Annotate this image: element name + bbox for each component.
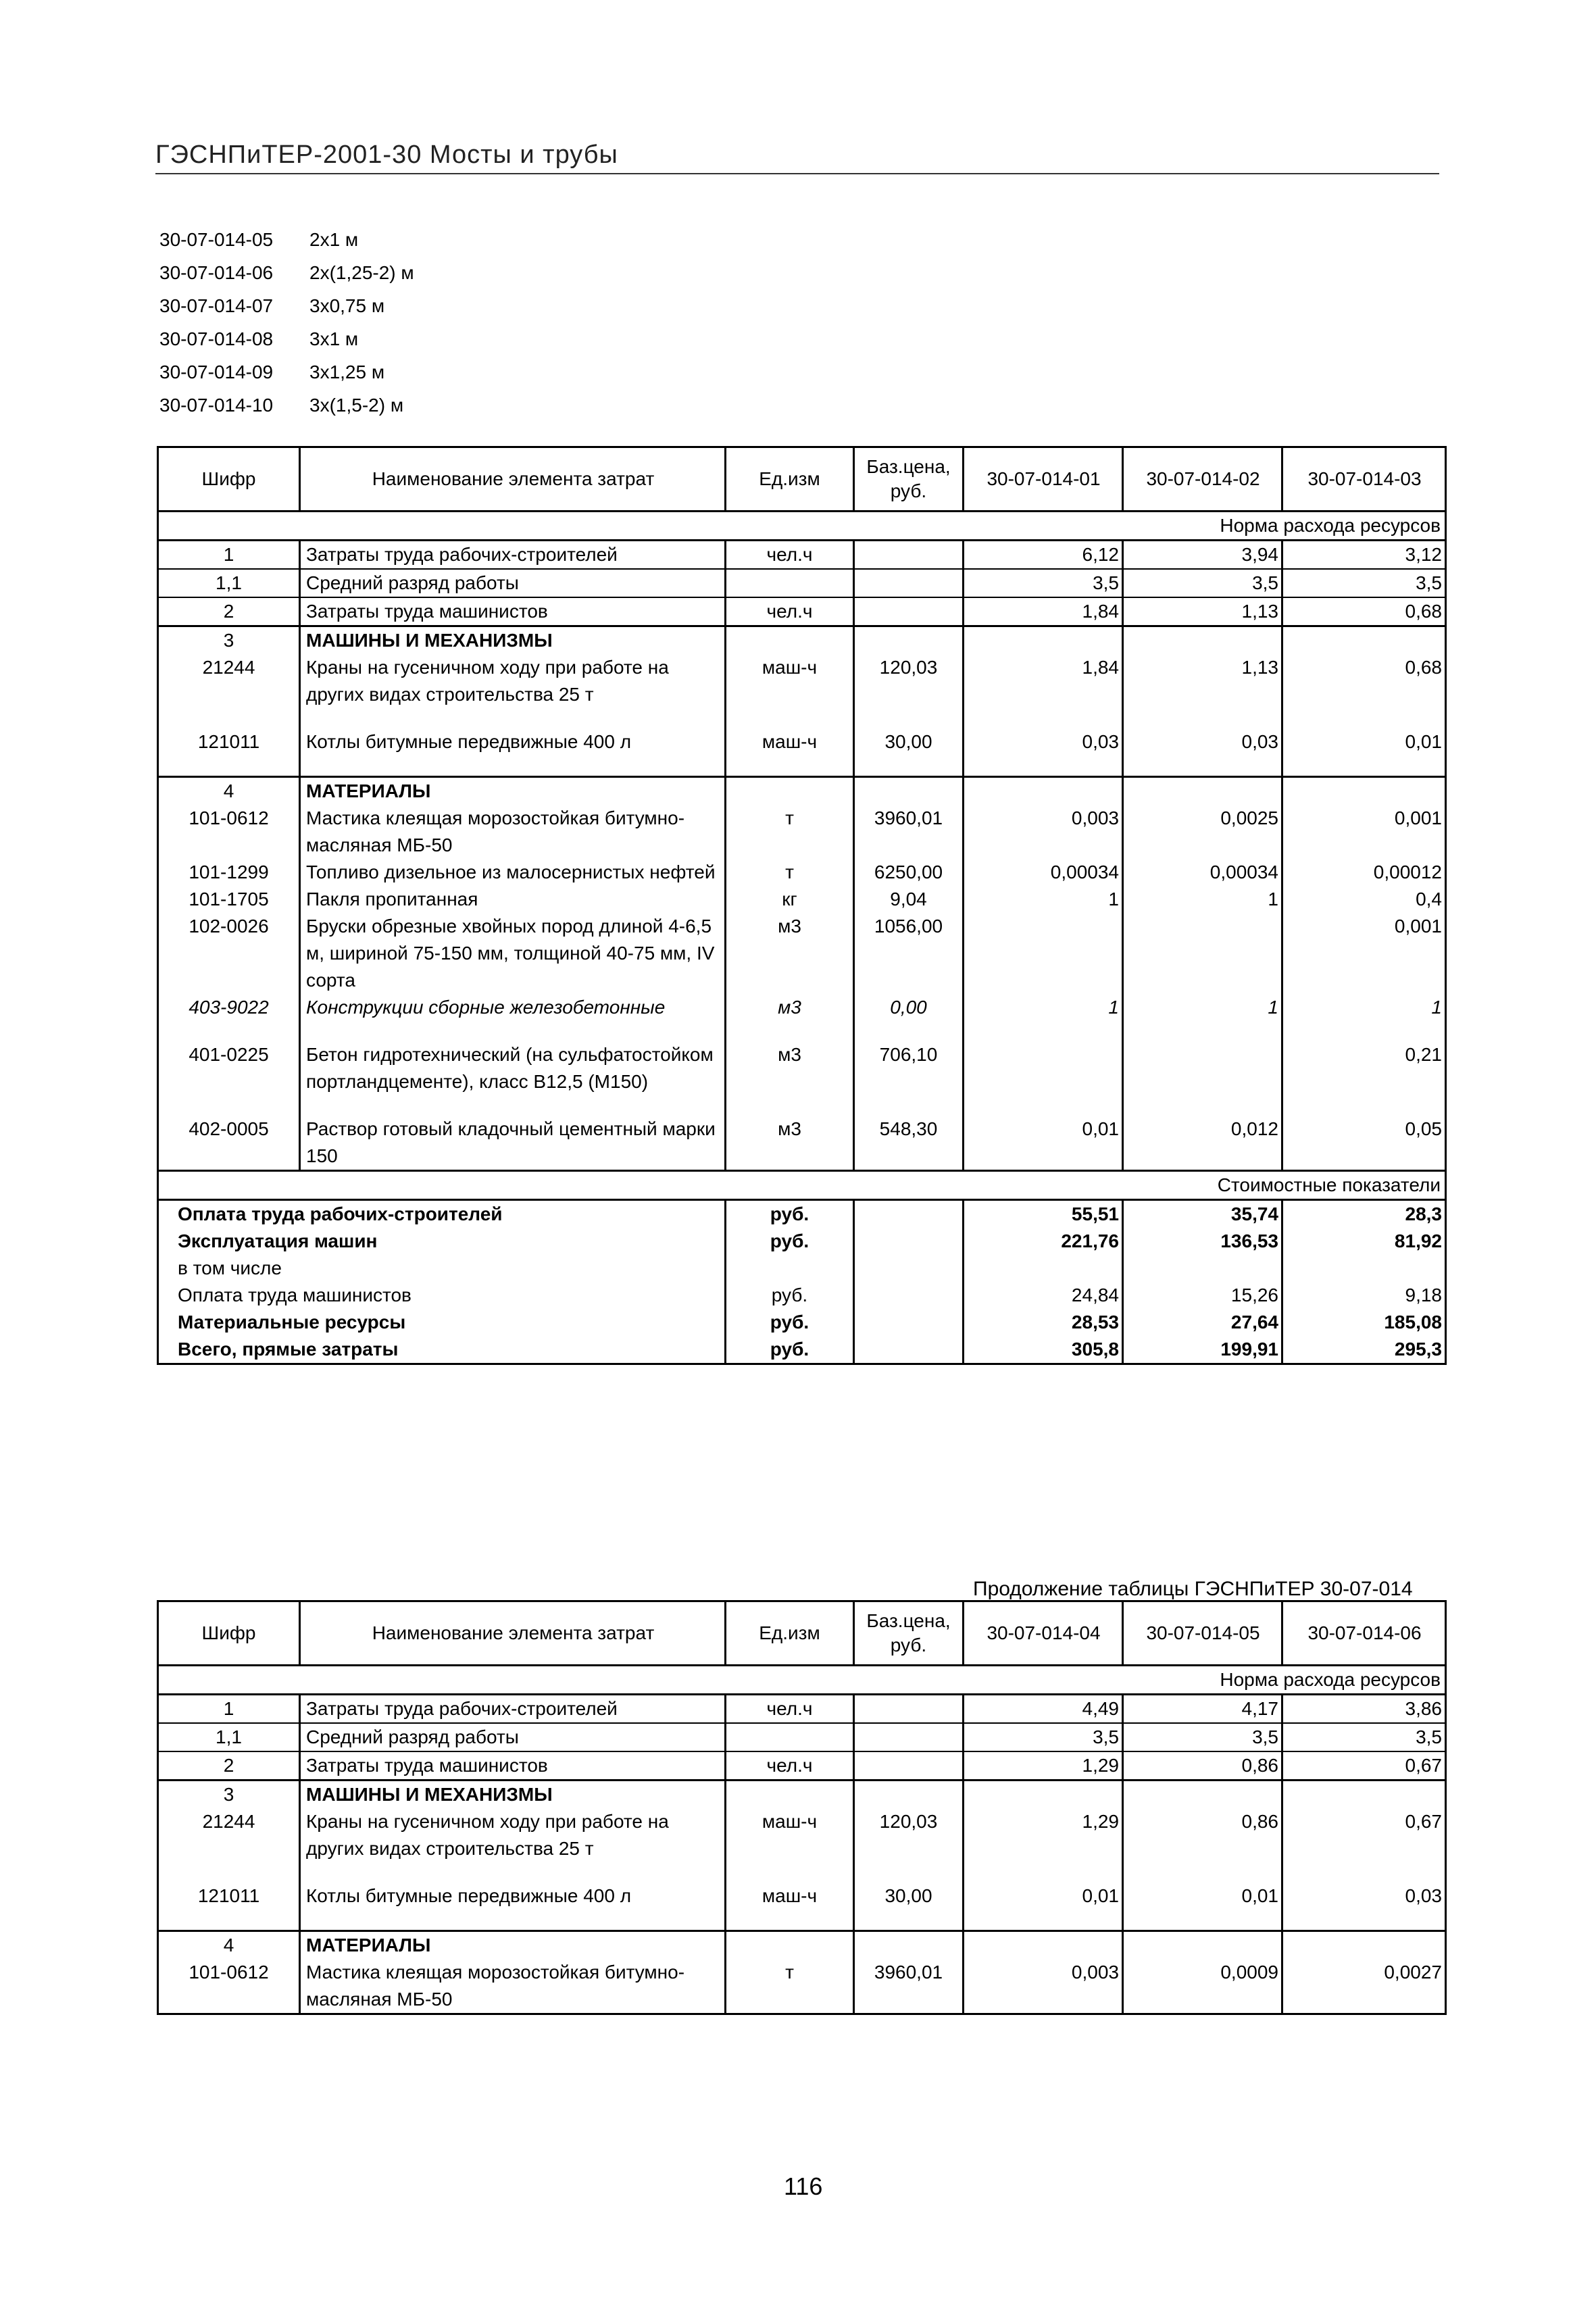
row-value: 0,00034 <box>964 859 1123 886</box>
row-unit <box>726 626 854 655</box>
cost-unit: руб. <box>726 1336 854 1364</box>
row-unit: чел.ч <box>726 1751 854 1781</box>
row-value: 0,01 <box>1123 1883 1282 1931</box>
row-code: 101-0612 <box>158 805 300 859</box>
row-value <box>1282 777 1446 805</box>
table-row <box>158 569 1446 597</box>
row-unit: м3 <box>726 1116 854 1171</box>
variant-code: 30-07-014-05 <box>159 229 274 250</box>
row-price <box>854 1695 964 1724</box>
row-code: 101-1299 <box>158 859 300 886</box>
document-header: ГЭСНПиТЕР-2001-30 Мосты и трубы <box>155 141 618 169</box>
row-price: 0,00 <box>854 994 964 1041</box>
cost-value <box>964 1255 1123 1282</box>
row-value <box>1282 626 1446 655</box>
row-code: 402-0005 <box>158 1116 300 1171</box>
variant-size: 2х1 м <box>309 229 359 250</box>
norm-band-row <box>158 512 1446 541</box>
row-code: 101-1705 <box>158 886 300 913</box>
row-code: 1,1 <box>158 569 300 597</box>
table-row <box>158 994 1446 1041</box>
band-spacer <box>158 512 964 541</box>
row-price <box>854 1781 964 1809</box>
row-value: 1,84 <box>964 597 1123 626</box>
row-value <box>964 913 1123 994</box>
table-row <box>158 859 1446 886</box>
continuation-caption: Продолжение таблицы ГЭСНПиТЕР 30-07-014 <box>973 1578 1413 1600</box>
header-price: Баз.цена, руб. <box>854 447 964 512</box>
row-value <box>964 1781 1123 1809</box>
table-row <box>158 886 1446 913</box>
variant-size: 3х0,75 м <box>309 295 385 316</box>
cost-name: Материальные ресурсы <box>158 1309 726 1336</box>
row-price <box>854 626 964 655</box>
variant-code: 30-07-014-10 <box>159 395 274 416</box>
band-label: Норма расхода ресурсов <box>964 512 1446 541</box>
row-value: 6,12 <box>964 541 1123 570</box>
variant-size: 3х1 м <box>309 328 359 349</box>
row-value: 0,001 <box>1282 805 1446 859</box>
row-value: 1 <box>1123 886 1282 913</box>
row-price <box>854 1751 964 1781</box>
cost-value: 81,92 <box>1282 1228 1446 1255</box>
row-name: Затраты труда рабочих-строителей <box>300 1695 726 1724</box>
cost-value: 55,51 <box>964 1200 1123 1228</box>
row-value <box>1282 1781 1446 1809</box>
cost-price <box>854 1228 964 1255</box>
row-code: 403-9022 <box>158 994 300 1041</box>
cost-value: 199,91 <box>1123 1336 1282 1364</box>
row-price <box>854 1931 964 1960</box>
row-code: 401-0225 <box>158 1041 300 1116</box>
table-row <box>158 1781 1446 1809</box>
row-value: 1,84 <box>964 654 1123 728</box>
header-column-code: 30-07-014-01 <box>964 447 1123 512</box>
row-name: МАШИНЫ И МЕХАНИЗМЫ <box>300 626 726 655</box>
row-value: 0,0025 <box>1123 805 1282 859</box>
row-value: 0,86 <box>1123 1808 1282 1883</box>
row-value <box>964 1931 1123 1960</box>
table-row <box>158 541 1446 570</box>
row-value <box>1123 1931 1282 1960</box>
table-row <box>158 654 1446 728</box>
row-value: 3,5 <box>1282 569 1446 597</box>
table-row <box>158 1695 1446 1724</box>
header-column-code: 30-07-014-06 <box>1282 1601 1446 1666</box>
row-unit: м3 <box>726 994 854 1041</box>
cost-value: 295,3 <box>1282 1336 1446 1364</box>
row-price: 30,00 <box>854 728 964 777</box>
row-value: 0,68 <box>1282 597 1446 626</box>
variant-code: 30-07-014-07 <box>159 295 274 316</box>
row-value <box>1123 777 1282 805</box>
row-unit: т <box>726 859 854 886</box>
row-code: 1,1 <box>158 1723 300 1751</box>
row-value: 1,29 <box>964 1808 1123 1883</box>
row-name: Пакля пропитанная <box>300 886 726 913</box>
header-column-code: 30-07-014-03 <box>1282 447 1446 512</box>
row-value: 1 <box>964 994 1123 1041</box>
cost-price <box>854 1282 964 1309</box>
row-name: МАШИНЫ И МЕХАНИЗМЫ <box>300 1781 726 1809</box>
row-price: 706,10 <box>854 1041 964 1116</box>
row-unit: чел.ч <box>726 541 854 570</box>
cost-unit: руб. <box>726 1309 854 1336</box>
row-name: Конструкции сборные железобетонные <box>300 994 726 1041</box>
variant-size: 3х(1,5-2) м <box>309 395 404 416</box>
row-unit: м3 <box>726 1041 854 1116</box>
row-price <box>854 597 964 626</box>
cost-value <box>1123 1255 1282 1282</box>
cost-name: в том числе <box>158 1255 726 1282</box>
row-value: 0,21 <box>1282 1041 1446 1116</box>
row-name: Бруски обрезные хвойных пород длиной 4-6,5 м, шириной 75-150 мм, толщиной 40-75 мм, IV сорта <box>300 913 726 994</box>
row-price: 6250,00 <box>854 859 964 886</box>
table-row <box>158 1931 1446 1960</box>
table-row <box>158 1808 1446 1883</box>
cost-value: 28,53 <box>964 1309 1123 1336</box>
row-value: 1 <box>964 886 1123 913</box>
row-value: 0,03 <box>964 728 1123 777</box>
row-value: 3,94 <box>1123 541 1282 570</box>
header-column-code: 30-07-014-04 <box>964 1601 1123 1666</box>
cost-value: 24,84 <box>964 1282 1123 1309</box>
row-value: 0,0027 <box>1282 1959 1446 2014</box>
row-code: 102-0026 <box>158 913 300 994</box>
table-row <box>158 1116 1446 1171</box>
table-row <box>158 1041 1446 1116</box>
header-unit: Ед.изм <box>726 1601 854 1666</box>
row-value <box>1123 1781 1282 1809</box>
variant-code: 30-07-014-06 <box>159 262 274 283</box>
cost-name: Всего, прямые затраты <box>158 1336 726 1364</box>
row-value: 3,5 <box>1123 569 1282 597</box>
table-row <box>158 913 1446 994</box>
table-row <box>158 805 1446 859</box>
row-value: 0,003 <box>964 805 1123 859</box>
variant-code: 30-07-014-08 <box>159 328 274 349</box>
row-name: Мастика клеящая морозостойкая битумно-масляная МБ-50 <box>300 805 726 859</box>
cost-name: Эксплуатация машин <box>158 1228 726 1255</box>
cost-value: 185,08 <box>1282 1309 1446 1336</box>
cost-unit: руб. <box>726 1282 854 1309</box>
row-value: 3,12 <box>1282 541 1446 570</box>
cost-value: 15,26 <box>1123 1282 1282 1309</box>
row-price <box>854 777 964 805</box>
row-unit: чел.ч <box>726 597 854 626</box>
row-value: 0,4 <box>1282 886 1446 913</box>
row-unit <box>726 1781 854 1809</box>
row-price <box>854 569 964 597</box>
row-name: Затраты труда машинистов <box>300 597 726 626</box>
band-label: Стоимостные показатели <box>964 1171 1446 1200</box>
row-value: 0,03 <box>1282 1883 1446 1931</box>
cost-value: 28,3 <box>1282 1200 1446 1228</box>
row-name: Котлы битумные передвижные 400 л <box>300 1883 726 1931</box>
cost-price <box>854 1336 964 1364</box>
cost-price <box>854 1309 964 1336</box>
variant-row <box>159 289 414 322</box>
row-value: 1,13 <box>1123 654 1282 728</box>
row-unit: т <box>726 805 854 859</box>
row-name: Краны на гусеничном ходу при работе на других видах строительства 25 т <box>300 654 726 728</box>
row-value: 0,00034 <box>1123 859 1282 886</box>
header-name: Наименование элемента затрат <box>300 447 726 512</box>
row-value: 0,01 <box>1282 728 1446 777</box>
row-name: Средний разряд работы <box>300 569 726 597</box>
variant-row <box>159 355 414 389</box>
cost-value <box>1282 1255 1446 1282</box>
row-name: Топливо дизельное из малосернистых нефтей <box>300 859 726 886</box>
cost-value: 305,8 <box>964 1336 1123 1364</box>
row-unit: м3 <box>726 913 854 994</box>
row-name: МАТЕРИАЛЫ <box>300 777 726 805</box>
table-row <box>158 626 1446 655</box>
cost-value: 136,53 <box>1123 1228 1282 1255</box>
cost-value: 35,74 <box>1123 1200 1282 1228</box>
row-value: 0,003 <box>964 1959 1123 2014</box>
table-row <box>158 1959 1446 2014</box>
row-value <box>964 626 1123 655</box>
row-unit: чел.ч <box>726 1695 854 1724</box>
variant-list <box>159 223 414 422</box>
row-unit: маш-ч <box>726 728 854 777</box>
row-value: 3,5 <box>964 1723 1123 1751</box>
header-name: Наименование элемента затрат <box>300 1601 726 1666</box>
row-code: 1 <box>158 1695 300 1724</box>
row-name: Мастика клеящая морозостойкая битумно-масляная МБ-50 <box>300 1959 726 2014</box>
row-unit <box>726 1931 854 1960</box>
row-name: Затраты труда рабочих-строителей <box>300 541 726 570</box>
cost-row <box>158 1282 1446 1309</box>
row-price: 3960,01 <box>854 1959 964 2014</box>
row-price: 120,03 <box>854 654 964 728</box>
row-value: 0,03 <box>1123 728 1282 777</box>
table-row <box>158 1883 1446 1931</box>
row-value: 4,17 <box>1123 1695 1282 1724</box>
table-row <box>158 777 1446 805</box>
row-value: 3,5 <box>1282 1723 1446 1751</box>
cost-value: 221,76 <box>964 1228 1123 1255</box>
row-unit <box>726 1723 854 1751</box>
row-code: 3 <box>158 626 300 655</box>
row-value: 1,13 <box>1123 597 1282 626</box>
row-name: Бетон гидротехнический (на сульфатостойком портландцементе), класс В12,5 (М150) <box>300 1041 726 1116</box>
cost-row <box>158 1228 1446 1255</box>
row-value: 3,5 <box>964 569 1123 597</box>
row-value <box>1123 1041 1282 1116</box>
row-value: 1 <box>1282 994 1446 1041</box>
row-name: Котлы битумные передвижные 400 л <box>300 728 726 777</box>
row-value <box>964 1041 1123 1116</box>
cost-row <box>158 1255 1446 1282</box>
row-code: 121011 <box>158 1883 300 1931</box>
row-code: 1 <box>158 541 300 570</box>
band-spacer <box>158 1171 964 1200</box>
table-row <box>158 1723 1446 1751</box>
cost-value: 9,18 <box>1282 1282 1446 1309</box>
resource-table-2 <box>157 1600 1447 2015</box>
row-value: 0,001 <box>1282 913 1446 994</box>
row-price: 120,03 <box>854 1808 964 1883</box>
row-value <box>1123 626 1282 655</box>
table-header-row <box>158 447 1446 512</box>
row-price: 30,00 <box>854 1883 964 1931</box>
row-value: 0,01 <box>964 1883 1123 1931</box>
row-unit: маш-ч <box>726 1883 854 1931</box>
header-rule <box>155 173 1439 174</box>
page-number: 116 <box>784 2172 823 2200</box>
cost-price <box>854 1200 964 1228</box>
variant-code: 30-07-014-09 <box>159 362 274 382</box>
row-value: 0,0009 <box>1123 1959 1282 2014</box>
row-code: 101-0612 <box>158 1959 300 2014</box>
resource-table-1 <box>157 446 1447 1365</box>
table-row <box>158 728 1446 777</box>
row-name: Средний разряд работы <box>300 1723 726 1751</box>
row-code: 3 <box>158 1781 300 1809</box>
row-code: 121011 <box>158 728 300 777</box>
row-value: 0,012 <box>1123 1116 1282 1171</box>
row-price: 3960,01 <box>854 805 964 859</box>
row-value <box>1123 913 1282 994</box>
row-name: МАТЕРИАЛЫ <box>300 1931 726 1960</box>
row-value: 0,05 <box>1282 1116 1446 1171</box>
cost-row <box>158 1336 1446 1364</box>
row-price: 9,04 <box>854 886 964 913</box>
row-unit: кг <box>726 886 854 913</box>
cost-unit: руб. <box>726 1200 854 1228</box>
cost-value: 27,64 <box>1123 1309 1282 1336</box>
cost-name: Оплата труда рабочих-строителей <box>158 1200 726 1228</box>
header-column-code: 30-07-014-02 <box>1123 447 1282 512</box>
row-code: 4 <box>158 777 300 805</box>
cost-unit: руб. <box>726 1228 854 1255</box>
row-value: 0,67 <box>1282 1808 1446 1883</box>
header-column-code: 30-07-014-05 <box>1123 1601 1282 1666</box>
row-value: 3,5 <box>1123 1723 1282 1751</box>
row-price: 1056,00 <box>854 913 964 994</box>
variant-row <box>159 223 414 256</box>
variant-row <box>159 389 414 422</box>
row-value <box>1282 1931 1446 1960</box>
row-value: 3,86 <box>1282 1695 1446 1724</box>
row-code: 2 <box>158 1751 300 1781</box>
row-code: 21244 <box>158 654 300 728</box>
cost-price <box>854 1255 964 1282</box>
row-code: 4 <box>158 1931 300 1960</box>
band-label: Норма расхода ресурсов <box>964 1666 1446 1695</box>
header-code: Шифр <box>158 1601 300 1666</box>
variant-size: 3х1,25 м <box>309 362 385 382</box>
cost-unit <box>726 1255 854 1282</box>
row-value: 0,86 <box>1123 1751 1282 1781</box>
table-row <box>158 1751 1446 1781</box>
row-price: 548,30 <box>854 1116 964 1171</box>
row-code: 2 <box>158 597 300 626</box>
row-value: 1 <box>1123 994 1282 1041</box>
table-row <box>158 597 1446 626</box>
cost-band-row <box>158 1171 1446 1200</box>
row-value: 0,01 <box>964 1116 1123 1171</box>
row-name: Краны на гусеничном ходу при работе на других видах строительства 25 т <box>300 1808 726 1883</box>
header-unit: Ед.изм <box>726 447 854 512</box>
table-header-row <box>158 1601 1446 1666</box>
row-unit <box>726 569 854 597</box>
row-unit: маш-ч <box>726 654 854 728</box>
row-unit: т <box>726 1959 854 2014</box>
variant-size: 2х(1,25-2) м <box>309 262 414 283</box>
row-value: 0,67 <box>1282 1751 1446 1781</box>
cost-row <box>158 1309 1446 1336</box>
row-price <box>854 1723 964 1751</box>
row-name: Раствор готовый кладочный цементный марки 150 <box>300 1116 726 1171</box>
row-value: 0,68 <box>1282 654 1446 728</box>
row-code: 21244 <box>158 1808 300 1883</box>
band-spacer <box>158 1666 964 1695</box>
cost-row <box>158 1200 1446 1228</box>
header-code: Шифр <box>158 447 300 512</box>
row-price <box>854 541 964 570</box>
row-value <box>964 777 1123 805</box>
row-unit <box>726 777 854 805</box>
header-price: Баз.цена, руб. <box>854 1601 964 1666</box>
row-unit: маш-ч <box>726 1808 854 1883</box>
cost-name: Оплата труда машинистов <box>158 1282 726 1309</box>
norm-band-row <box>158 1666 1446 1695</box>
row-name: Затраты труда машинистов <box>300 1751 726 1781</box>
row-value: 4,49 <box>964 1695 1123 1724</box>
variant-row <box>159 256 414 289</box>
row-value: 0,00012 <box>1282 859 1446 886</box>
variant-row <box>159 322 414 355</box>
row-value: 1,29 <box>964 1751 1123 1781</box>
